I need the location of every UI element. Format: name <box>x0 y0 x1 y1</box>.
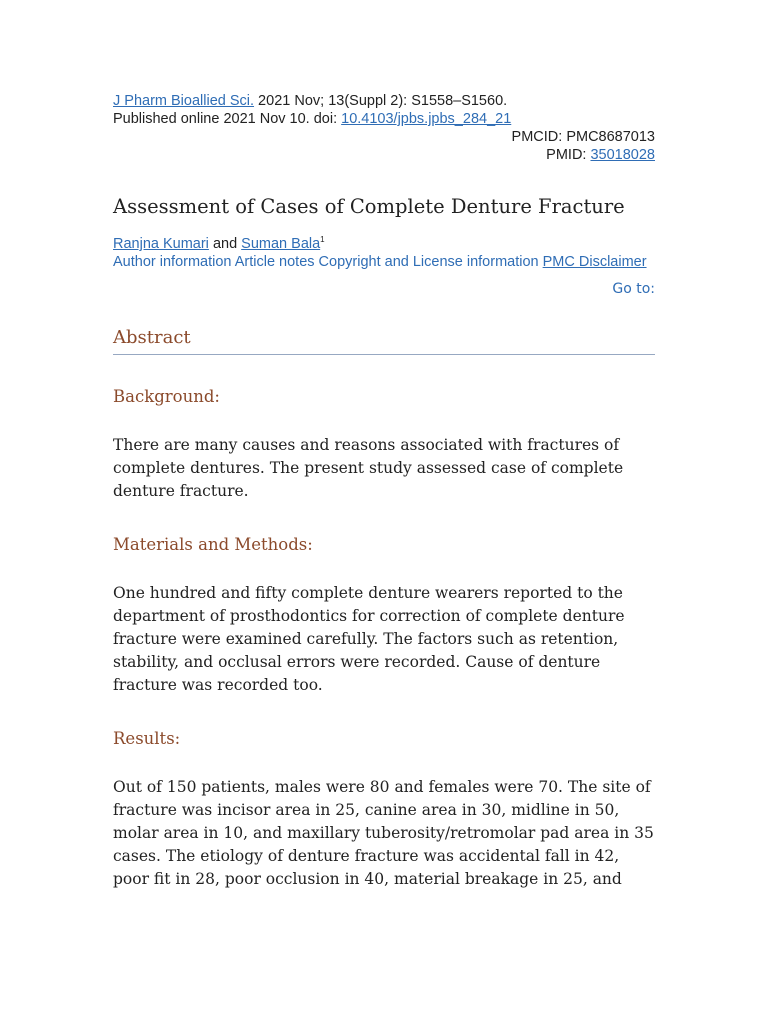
background-text: There are many causes and reasons associated with fractures of complete dentures. The present study assessed case of complete denture fracture. <box>113 435 624 500</box>
author-information-link[interactable]: Author information <box>113 253 232 270</box>
author-list <box>113 231 655 253</box>
authors-block <box>113 231 655 271</box>
doi-link[interactable]: 10.4103/jpbs.jpbs_284_21 <box>341 111 512 127</box>
materials-methods-text: One hundred and fifty complete denture wearers reported to the department of prosthodontics for correction of complete denture fracture were examined carefully. The factors such as retention, stability, and occlusal errors were recorded. Cause of denture fracture was recorded too. <box>113 583 625 694</box>
published-prefix: Published online 2021 Nov 10. doi: <box>113 111 342 127</box>
article-page <box>113 92 655 891</box>
pmid-line <box>113 146 655 164</box>
citation-details: 2021 Nov; 13(Suppl 2): S1558–S1560. <box>254 93 508 109</box>
copyright-license-link[interactable]: Copyright and License information <box>318 253 539 270</box>
pmid-link[interactable]: 35018028 <box>590 147 655 163</box>
article-notes-link[interactable]: Article notes <box>234 253 315 270</box>
background-heading: Background: <box>113 386 220 406</box>
article-title: Assessment of Cases of Complete Denture Fracture <box>113 195 625 218</box>
goto-link[interactable]: Go to: <box>612 280 655 297</box>
citation-block <box>113 92 655 164</box>
abstract-heading: Abstract <box>113 326 655 355</box>
pmcid: PMCID: PMC8687013 <box>511 129 655 145</box>
author-separator: and <box>208 235 242 252</box>
author-link-2[interactable]: Suman Bala <box>241 235 321 252</box>
published-line <box>113 110 655 128</box>
materials-methods-heading: Materials and Methods: <box>113 534 313 554</box>
journal-link[interactable]: J Pharm Bioallied Sci. <box>113 93 255 109</box>
author-affiliation-sup: 1 <box>320 235 325 244</box>
results-text: Out of 150 patients, males were 80 and females were 70. The site of fracture was incisor area in 25, canine area in 30, midline in 50, molar area in 10, and maxillary tuberosity/retromolar pad area in 35 cases. The etiology of denture fracture was accidental fall in 42, poor fit in 28, poor occlusion in 40, material breakage in 25, and <box>113 777 654 888</box>
info-links <box>113 253 655 271</box>
pmid-label: PMID: <box>546 147 591 163</box>
author-link-1[interactable]: Ranjna Kumari <box>113 235 209 252</box>
results-heading: Results: <box>113 728 181 748</box>
pmc-disclaimer-link[interactable]: PMC Disclaimer <box>542 253 647 270</box>
citation-line <box>113 92 655 110</box>
